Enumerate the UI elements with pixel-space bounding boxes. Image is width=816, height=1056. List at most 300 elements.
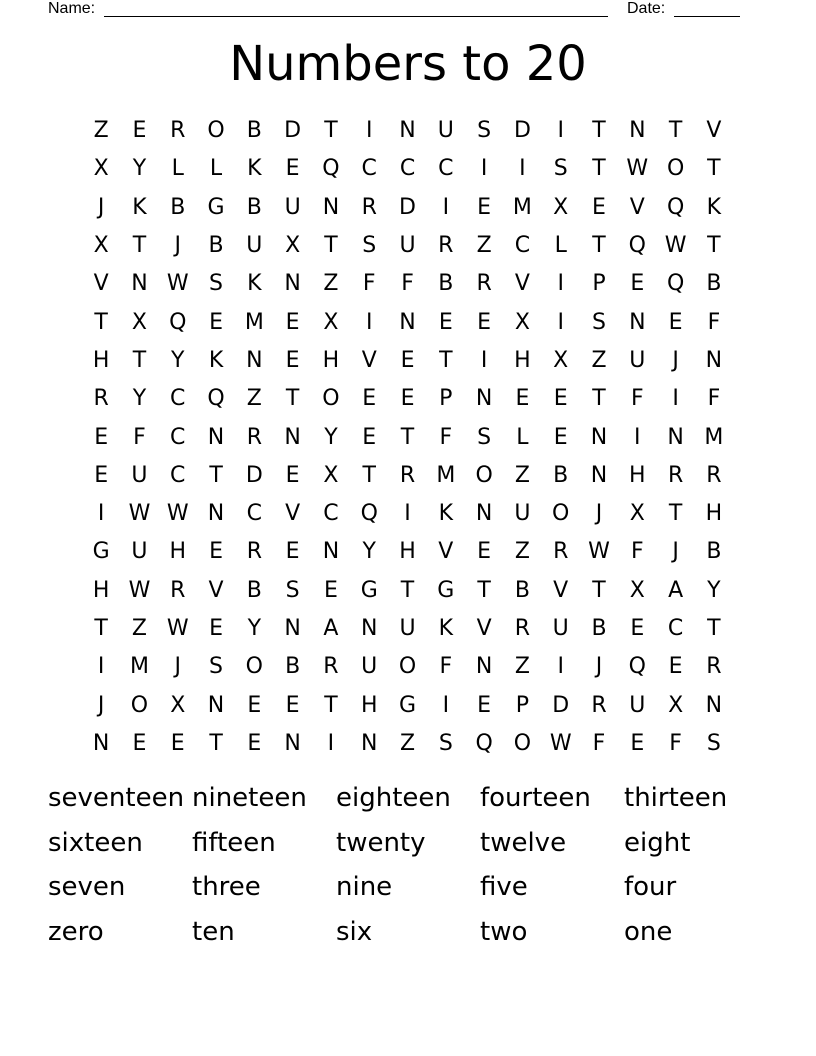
grid-letter[interactable]: H	[705, 501, 723, 527]
grid-letter[interactable]: B	[246, 577, 262, 603]
grid-letter[interactable]: E	[285, 539, 300, 565]
grid-letter[interactable]: Y	[171, 347, 185, 373]
grid-letter[interactable]: Q	[628, 654, 646, 680]
grid-letter[interactable]: N	[284, 424, 301, 450]
grid-letter[interactable]: L	[171, 156, 184, 182]
grid-row	[82, 265, 733, 303]
grid-letter[interactable]: P	[439, 386, 453, 412]
grid-letter[interactable]: E	[362, 424, 377, 450]
grid-letter[interactable]: U	[131, 462, 148, 488]
grid-letter[interactable]: E	[285, 347, 300, 373]
grid-letter[interactable]: T	[592, 386, 606, 412]
grid-letter[interactable]: V	[285, 501, 301, 527]
grid-letter[interactable]: X	[514, 309, 530, 335]
grid-letter[interactable]: T	[132, 347, 147, 373]
grid-letter[interactable]: T	[209, 462, 223, 488]
grid-letter[interactable]: E	[438, 309, 453, 335]
grid-letter[interactable]: F	[133, 424, 146, 450]
grid-letter[interactable]: T	[592, 233, 606, 259]
grid-letter[interactable]: U	[514, 501, 531, 527]
grid-letter[interactable]: N	[590, 462, 608, 488]
grid-letter[interactable]: R	[514, 616, 531, 641]
grid-letter[interactable]: R	[246, 424, 262, 450]
grid-letter[interactable]: E	[553, 386, 568, 412]
grid-letter[interactable]: E	[477, 539, 492, 565]
grid-letter[interactable]: T	[94, 309, 108, 335]
word-list-item: twenty	[336, 827, 426, 858]
grid-letter[interactable]: M	[436, 462, 456, 488]
grid-letter[interactable]: O	[552, 501, 570, 527]
grid-letter[interactable]: N	[207, 692, 225, 718]
grid-letter[interactable]: Q	[475, 730, 493, 756]
grid-letter[interactable]: S	[477, 118, 492, 144]
grid-letter[interactable]: T	[592, 577, 606, 603]
grid-letter[interactable]: I	[557, 654, 564, 680]
grid-letter[interactable]: B	[553, 462, 569, 488]
grid-letter[interactable]: C	[170, 462, 186, 488]
grid-letter[interactable]: N	[322, 194, 340, 220]
grid-letter[interactable]: T	[285, 386, 300, 412]
grid-letter[interactable]: F	[707, 386, 721, 412]
grid-letter[interactable]: R	[476, 271, 492, 297]
grid-letter[interactable]: C	[514, 233, 531, 259]
grid-letter[interactable]: E	[285, 462, 300, 488]
grid-letter[interactable]: N	[475, 386, 493, 412]
grid-letter[interactable]: N	[322, 539, 340, 565]
grid-letter[interactable]: G	[92, 539, 110, 565]
grid-letter[interactable]: V	[514, 271, 530, 297]
grid-letter[interactable]: V	[553, 577, 569, 603]
grid-letter[interactable]: M	[244, 309, 264, 335]
grid-letter[interactable]: H	[629, 462, 646, 488]
grid-letter[interactable]: E	[285, 156, 300, 182]
grid-letter[interactable]: C	[361, 156, 377, 182]
grid-letter[interactable]: E	[209, 309, 223, 335]
grid-letter[interactable]: N	[667, 424, 684, 450]
grid-letter[interactable]: E	[630, 730, 645, 756]
grid-letter[interactable]: T	[400, 577, 415, 603]
grid-letter[interactable]: H	[169, 539, 187, 565]
grid-letter[interactable]: N	[629, 118, 646, 144]
grid-letter[interactable]: R	[361, 194, 377, 220]
grid-letter[interactable]: Y	[362, 539, 376, 565]
grid-letter[interactable]: X	[629, 501, 645, 527]
grid-letter[interactable]: Q	[666, 194, 685, 220]
grid-letter[interactable]: E	[668, 654, 683, 680]
grid-letter[interactable]: Q	[628, 233, 646, 259]
grid-letter[interactable]: J	[672, 347, 679, 373]
grid-letter[interactable]: B	[170, 194, 186, 220]
grid-letter[interactable]: X	[93, 233, 109, 259]
grid-letter[interactable]: J	[97, 194, 105, 220]
grid-letter[interactable]: P	[592, 271, 606, 297]
grid-letter[interactable]: K	[247, 271, 262, 297]
grid-letter[interactable]: W	[166, 271, 189, 297]
grid-letter[interactable]: U	[246, 233, 263, 259]
grid-letter[interactable]: E	[630, 616, 645, 641]
grid-letter[interactable]: N	[705, 692, 723, 718]
grid-letter[interactable]: B	[285, 654, 301, 680]
grid-letter[interactable]: U	[131, 539, 148, 565]
grid-letter[interactable]: T	[668, 118, 683, 144]
grid-letter[interactable]: V	[706, 118, 722, 144]
grid-letter[interactable]: E	[132, 118, 147, 144]
grid-letter[interactable]: R	[667, 462, 684, 488]
grid-letter[interactable]: U	[552, 616, 569, 641]
grid-letter[interactable]: U	[437, 118, 454, 144]
grid-letter[interactable]: R	[170, 577, 186, 603]
grid-letter[interactable]: C	[170, 424, 186, 450]
grid-letter[interactable]: I	[327, 730, 335, 756]
grid-letter[interactable]: S	[592, 309, 606, 335]
grid-letter[interactable]: N	[360, 616, 378, 641]
grid-row	[82, 342, 733, 380]
grid-letter[interactable]: K	[208, 347, 224, 373]
grid-letter[interactable]: M	[704, 424, 724, 450]
grid-letter[interactable]: C	[323, 501, 339, 527]
grid-letter[interactable]: F	[401, 271, 414, 297]
grid-letter[interactable]: J	[595, 501, 603, 527]
grid-letter[interactable]: N	[399, 309, 416, 335]
grid-letter[interactable]: U	[284, 194, 301, 220]
grid-letter[interactable]: O	[207, 118, 225, 144]
grid-letter[interactable]: Q	[207, 386, 225, 412]
grid-letter[interactable]: B	[246, 118, 262, 144]
grid-letter[interactable]: F	[630, 386, 644, 412]
grid-letter[interactable]: X	[323, 309, 339, 335]
grid-letter[interactable]: I	[519, 156, 526, 182]
grid-letter[interactable]: T	[707, 616, 721, 641]
grid-letter[interactable]: T	[324, 118, 338, 144]
grid-letter[interactable]: I	[557, 309, 564, 335]
grid-letter[interactable]: S	[362, 233, 377, 259]
grid-letter[interactable]: I	[365, 118, 373, 144]
grid-letter[interactable]: Z	[399, 730, 416, 756]
grid-letter[interactable]: M	[129, 654, 149, 680]
word-list-item: thirteen	[624, 783, 728, 813]
grid-letter[interactable]: G	[437, 577, 455, 603]
grid-letter[interactable]: E	[209, 616, 223, 641]
grid-letter[interactable]: E	[400, 347, 415, 373]
grid-letter[interactable]: O	[513, 730, 532, 756]
grid-letter[interactable]: K	[132, 194, 147, 220]
grid-letter[interactable]: W	[166, 501, 189, 527]
word-list-item: twelve	[480, 827, 567, 858]
grid-letter[interactable]: N	[475, 654, 493, 680]
grid-letter[interactable]: R	[706, 654, 722, 680]
grid-letter[interactable]: J	[174, 233, 181, 259]
grid-letter[interactable]: Y	[132, 386, 147, 412]
grid-letter[interactable]: S	[209, 654, 224, 680]
grid-letter[interactable]: X	[285, 233, 301, 259]
grid-letter[interactable]: X	[553, 194, 569, 220]
grid-letter[interactable]: Y	[247, 616, 262, 641]
grid-letter[interactable]: T	[94, 616, 108, 641]
grid-letter[interactable]: I	[97, 654, 105, 680]
grid-letter[interactable]: R	[438, 233, 454, 259]
grid-letter[interactable]: Z	[476, 233, 492, 259]
grid-letter[interactable]: T	[439, 347, 453, 373]
grid-letter[interactable]: H	[92, 347, 110, 373]
grid-letter[interactable]: U	[361, 654, 378, 680]
grid-letter[interactable]: K	[438, 501, 454, 527]
grid-letter[interactable]: I	[480, 347, 488, 373]
grid-letter[interactable]: R	[399, 462, 416, 488]
grid-letter[interactable]: A	[323, 616, 339, 641]
grid-letter[interactable]: B	[706, 539, 722, 565]
grid-letter[interactable]: V	[476, 616, 492, 641]
grid-letter[interactable]: Q	[360, 501, 378, 527]
grid-letter[interactable]: R	[591, 692, 607, 718]
grid-letter[interactable]: X	[553, 347, 569, 373]
grid-letter[interactable]: M	[512, 194, 532, 220]
grid-letter[interactable]: W	[128, 501, 151, 527]
grid-letter[interactable]: E	[668, 309, 683, 335]
grid-letter[interactable]: F	[592, 730, 606, 756]
grid-letter[interactable]: X	[668, 692, 684, 718]
grid-letter[interactable]: E	[477, 309, 492, 335]
grid-letter[interactable]: V	[361, 347, 377, 373]
grid-letter[interactable]: E	[323, 577, 338, 603]
grid-letter[interactable]: E	[553, 424, 568, 450]
grid-letter[interactable]: W	[626, 156, 649, 182]
grid-letter[interactable]: N	[207, 424, 225, 450]
grid-letter[interactable]: E	[247, 730, 262, 756]
grid-letter[interactable]: A	[668, 577, 684, 603]
grid-letter[interactable]: Q	[666, 271, 685, 297]
grid-letter[interactable]: N	[705, 347, 723, 373]
grid-letter[interactable]: E	[209, 539, 223, 565]
grid-letter[interactable]: X	[93, 156, 109, 182]
grid-letter[interactable]: U	[399, 616, 416, 641]
grid-letter[interactable]: B	[246, 194, 262, 220]
grid-letter[interactable]: T	[592, 156, 606, 182]
grid-letter[interactable]: B	[591, 616, 607, 641]
grid-letter[interactable]: B	[208, 233, 224, 259]
grid-letter[interactable]: T	[324, 233, 338, 259]
grid-letter[interactable]: O	[322, 386, 340, 412]
grid-letter[interactable]: Z	[323, 271, 339, 297]
grid-letter[interactable]: N	[590, 424, 608, 450]
grid-letter[interactable]: Z	[93, 118, 109, 144]
grid-letter[interactable]: F	[362, 271, 376, 297]
grid-letter[interactable]: R	[170, 118, 186, 144]
grid-letter[interactable]: J	[174, 654, 181, 680]
grid-letter[interactable]: K	[438, 616, 454, 641]
grid-letter[interactable]: H	[92, 577, 110, 603]
grid-letter[interactable]: I	[557, 271, 564, 297]
grid-letter[interactable]: F	[439, 654, 453, 680]
grid-letter[interactable]: D	[245, 462, 263, 488]
grid-letter[interactable]: U	[629, 347, 646, 373]
grid-letter[interactable]: Z	[591, 347, 607, 373]
grid-letter[interactable]: E	[285, 692, 300, 718]
grid-letter[interactable]: P	[515, 692, 530, 718]
grid-letter[interactable]: I	[404, 501, 411, 527]
grid-letter[interactable]: L	[554, 233, 567, 259]
grid-letter[interactable]: N	[207, 501, 225, 527]
grid-letter[interactable]: S	[285, 577, 300, 603]
grid-letter[interactable]: K	[706, 194, 722, 220]
grid-letter[interactable]: I	[97, 501, 105, 527]
grid-letter[interactable]: R	[553, 539, 569, 565]
grid-letter[interactable]: V	[93, 271, 109, 297]
grid-letter[interactable]: E	[247, 692, 262, 718]
grid-letter[interactable]: E	[630, 271, 645, 297]
grid-letter[interactable]: E	[515, 386, 530, 412]
grid-letter[interactable]: C	[438, 156, 454, 182]
grid-letter[interactable]: G	[360, 577, 378, 603]
grid-letter[interactable]: I	[442, 194, 450, 220]
name-line[interactable]	[104, 16, 608, 17]
grid-letter[interactable]: N	[246, 347, 263, 373]
grid-letter[interactable]: S	[438, 730, 453, 756]
grid-letter[interactable]: Z	[246, 386, 262, 412]
grid-letter[interactable]: O	[475, 462, 493, 488]
grid-letter[interactable]: N	[92, 730, 110, 756]
grid-letter[interactable]: C	[667, 616, 684, 641]
grid-letter[interactable]: S	[209, 271, 224, 297]
grid-row	[82, 686, 733, 724]
grid-letter[interactable]: W	[549, 730, 572, 756]
grid-letter[interactable]: Y	[324, 424, 338, 450]
grid-letter[interactable]: U	[629, 692, 646, 718]
grid-letter[interactable]: B	[514, 577, 530, 603]
grid-letter[interactable]: W	[128, 577, 151, 603]
grid-letter[interactable]: K	[247, 156, 262, 182]
grid-letter[interactable]: N	[399, 118, 416, 144]
grid-letter[interactable]: X	[170, 692, 186, 718]
grid-letter[interactable]: H	[399, 539, 416, 565]
grid-letter[interactable]: N	[284, 730, 301, 756]
grid-letter[interactable]: L	[209, 156, 223, 182]
grid-letter[interactable]: Y	[132, 156, 147, 182]
grid-letter[interactable]: W	[664, 233, 687, 259]
grid-letter[interactable]: Q	[169, 309, 187, 335]
grid-letter[interactable]: E	[285, 309, 300, 335]
grid-letter[interactable]: R	[323, 654, 339, 680]
word-list-item: eight	[624, 827, 691, 858]
grid-letter[interactable]: I	[442, 692, 450, 718]
grid-letter[interactable]: I	[480, 156, 488, 182]
grid-letter[interactable]: C	[170, 386, 186, 412]
grid-letter[interactable]: H	[322, 347, 340, 373]
grid-letter[interactable]: E	[94, 424, 109, 450]
grid-letter[interactable]: E	[477, 692, 492, 718]
grid-letter[interactable]: Q	[322, 156, 340, 182]
grid-letter[interactable]: I	[672, 386, 679, 412]
grid-letter[interactable]: N	[475, 501, 493, 527]
grid-letter[interactable]: N	[131, 271, 148, 297]
grid-letter[interactable]: F	[707, 309, 721, 335]
date-line[interactable]	[674, 16, 740, 17]
grid-letter[interactable]: J	[595, 654, 603, 680]
grid-letter[interactable]: T	[707, 233, 721, 259]
grid-letter[interactable]: G	[398, 692, 417, 718]
grid-letter[interactable]: D	[552, 692, 570, 718]
grid-letter[interactable]: B	[706, 271, 722, 297]
grid-letter[interactable]: N	[360, 730, 378, 756]
grid-letter[interactable]: X	[131, 309, 147, 335]
grid-letter[interactable]: T	[592, 118, 606, 144]
grid-letter[interactable]: R	[246, 539, 262, 565]
grid-letter[interactable]: Z	[514, 654, 530, 680]
grid-letter[interactable]: L	[516, 424, 529, 450]
grid-letter[interactable]: E	[94, 462, 109, 488]
grid-letter[interactable]: I	[634, 424, 641, 450]
grid-letter[interactable]: I	[365, 309, 373, 335]
grid-letter[interactable]: Z	[514, 539, 530, 565]
grid-letter[interactable]: W	[166, 616, 189, 641]
grid-letter[interactable]: E	[132, 730, 147, 756]
grid-letter[interactable]: R	[706, 462, 722, 488]
grid-letter[interactable]: D	[513, 118, 531, 144]
grid-letter[interactable]: G	[207, 194, 225, 220]
grid-letter[interactable]: E	[170, 730, 185, 756]
grid-letter[interactable]: T	[707, 156, 721, 182]
grid-letter[interactable]: R	[93, 386, 109, 412]
grid-letter[interactable]: D	[399, 194, 416, 220]
grid-letter[interactable]: T	[668, 501, 683, 527]
grid-row	[82, 610, 733, 648]
grid-letter[interactable]: U	[399, 233, 416, 259]
grid-letter[interactable]: N	[284, 616, 301, 641]
grid-letter[interactable]: H	[514, 347, 531, 373]
grid-letter[interactable]: V	[208, 577, 224, 603]
grid-letter[interactable]: D	[284, 118, 302, 144]
grid-letter[interactable]: V	[629, 194, 645, 220]
grid-letter[interactable]: J	[672, 539, 679, 565]
grid-letter[interactable]: C	[399, 156, 416, 182]
grid-letter[interactable]: N	[284, 271, 301, 297]
grid-letter[interactable]: E	[362, 386, 377, 412]
grid-letter[interactable]: J	[97, 692, 105, 718]
grid-letter[interactable]: T	[400, 424, 415, 450]
grid-letter[interactable]: T	[324, 692, 338, 718]
grid-letter[interactable]: S	[706, 730, 721, 756]
grid-letter[interactable]: N	[629, 309, 646, 335]
grid-letter[interactable]: W	[588, 539, 610, 565]
grid-letter[interactable]: O	[245, 654, 263, 680]
grid-letter[interactable]: H	[360, 692, 378, 718]
grid-letter[interactable]: E	[477, 194, 492, 220]
grid-letter[interactable]: F	[630, 539, 644, 565]
grid-letter[interactable]: X	[323, 462, 339, 488]
grid-letter[interactable]: E	[400, 386, 415, 412]
grid-letter[interactable]: X	[629, 577, 645, 603]
grid-letter[interactable]: T	[362, 462, 376, 488]
grid-letter[interactable]: C	[246, 501, 263, 527]
grid-letter[interactable]: S	[477, 424, 492, 450]
grid-letter[interactable]: I	[557, 118, 564, 144]
grid-letter[interactable]: O	[666, 156, 685, 182]
grid-letter[interactable]: F	[669, 730, 682, 756]
grid-letter[interactable]: Z	[514, 462, 530, 488]
grid-letter[interactable]: E	[592, 194, 606, 220]
grid-letter[interactable]: T	[209, 730, 223, 756]
grid-letter[interactable]: V	[438, 539, 454, 565]
header	[48, 0, 748, 20]
grid-letter[interactable]: S	[553, 156, 568, 182]
grid-letter[interactable]: O	[398, 654, 417, 680]
grid-letter[interactable]: F	[439, 424, 453, 450]
grid-letter[interactable]: T	[477, 577, 491, 603]
grid-letter[interactable]: Z	[131, 616, 147, 641]
grid-letter[interactable]: O	[130, 692, 149, 718]
grid-letter[interactable]: Y	[707, 577, 721, 603]
grid-letter[interactable]: B	[438, 271, 454, 297]
grid-letter[interactable]: T	[132, 233, 147, 259]
